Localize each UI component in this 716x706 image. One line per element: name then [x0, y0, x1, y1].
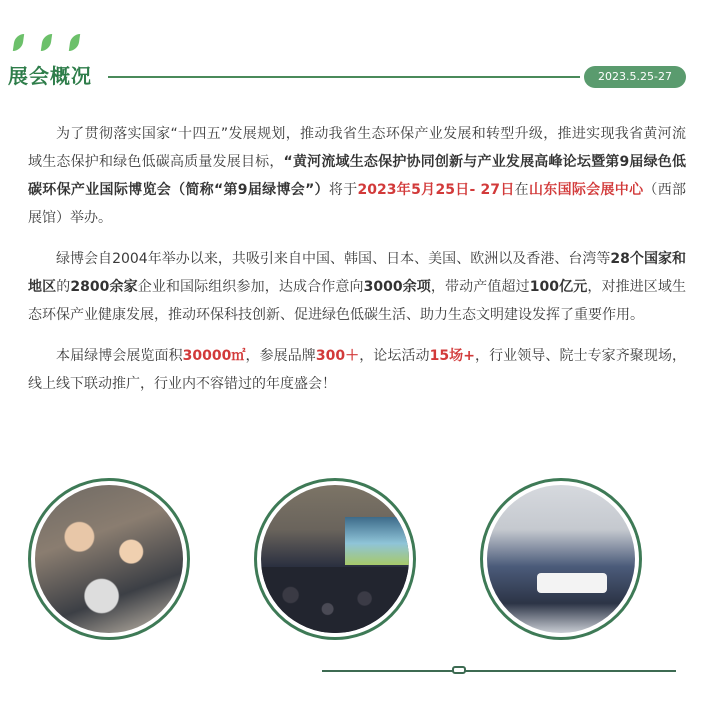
text: 将于: [328, 182, 358, 198]
header-divider: [108, 76, 580, 78]
text: （西部展馆）举办。: [28, 182, 687, 226]
text: 为了贯彻落实国家“十四五”发展规划，推动我省生态环保产业发展和转型升级，推进实现我省黄河流域生态保护和绿色低碳高质量发展目标，: [28, 126, 686, 170]
section-header: [0, 0, 716, 100]
stat-countries: 28个国家和地区: [28, 251, 686, 295]
leaf-icon: [41, 34, 52, 51]
forum-image: [261, 485, 409, 633]
stat-brands: 300＋: [315, 348, 360, 364]
section-title: 展会概况: [8, 64, 92, 88]
audience: [261, 567, 409, 633]
projector-screen: [345, 517, 409, 565]
leaf-icon: [69, 34, 80, 51]
divider-ornament-icon: [452, 666, 466, 674]
text: ，论坛活动: [359, 348, 430, 364]
stat-output: 100亿元: [529, 279, 588, 295]
stat-area: 30000㎡: [182, 348, 246, 364]
date-badge: 2023.5.25-27: [584, 66, 686, 88]
paragraph-intro: [28, 120, 686, 232]
photo-crowd: [28, 478, 190, 640]
text: 的: [56, 279, 71, 295]
stat-forums: 15场+: [429, 348, 475, 364]
text: ，带动产值超过: [430, 279, 530, 295]
leaf-icon: [13, 34, 24, 51]
venue-name: 山东国际会展中心: [528, 182, 644, 198]
text: ，行业领导、院士专家齐聚现场，线上线下联动推广，行业内不容错过的年度盛会！: [28, 348, 687, 392]
event-name: “黄河流域生态保护协同创新与产业发展高峰论坛暨第9届绿色低碳环保产业国际博览会（简称“第9届绿博会”）: [28, 154, 686, 198]
stat-agreements: 3000余项: [363, 279, 431, 295]
text: ，对推进区域生态环保产业健康发展，推动环保科技创新、促进绿色低碳生活、助力生态文明建设发挥了重要作用。: [28, 279, 687, 323]
text: 企业和国际组织参加，达成合作意向: [137, 279, 364, 295]
photo-forum: [254, 478, 416, 640]
footer-divider: [322, 670, 676, 672]
text: ，参展品牌: [245, 348, 316, 364]
paragraph-scale: [28, 342, 686, 398]
paragraph-history: [28, 245, 686, 329]
text: 绿博会自2004年举办以来，共吸引来自中国、韩国、日本、美国、欧洲以及香港、台湾等: [56, 251, 611, 267]
overview-text: [28, 120, 686, 411]
meeting-image: [487, 485, 635, 633]
meeting-table: [537, 573, 607, 593]
stat-companies: 2800余家: [70, 279, 138, 295]
text: 本届绿博会展览面积: [56, 348, 183, 364]
photo-meeting: [480, 478, 642, 640]
crowd-image: [35, 485, 183, 633]
text: 在: [514, 182, 529, 198]
event-dates: 2023年5月25日- 27日: [357, 182, 515, 198]
